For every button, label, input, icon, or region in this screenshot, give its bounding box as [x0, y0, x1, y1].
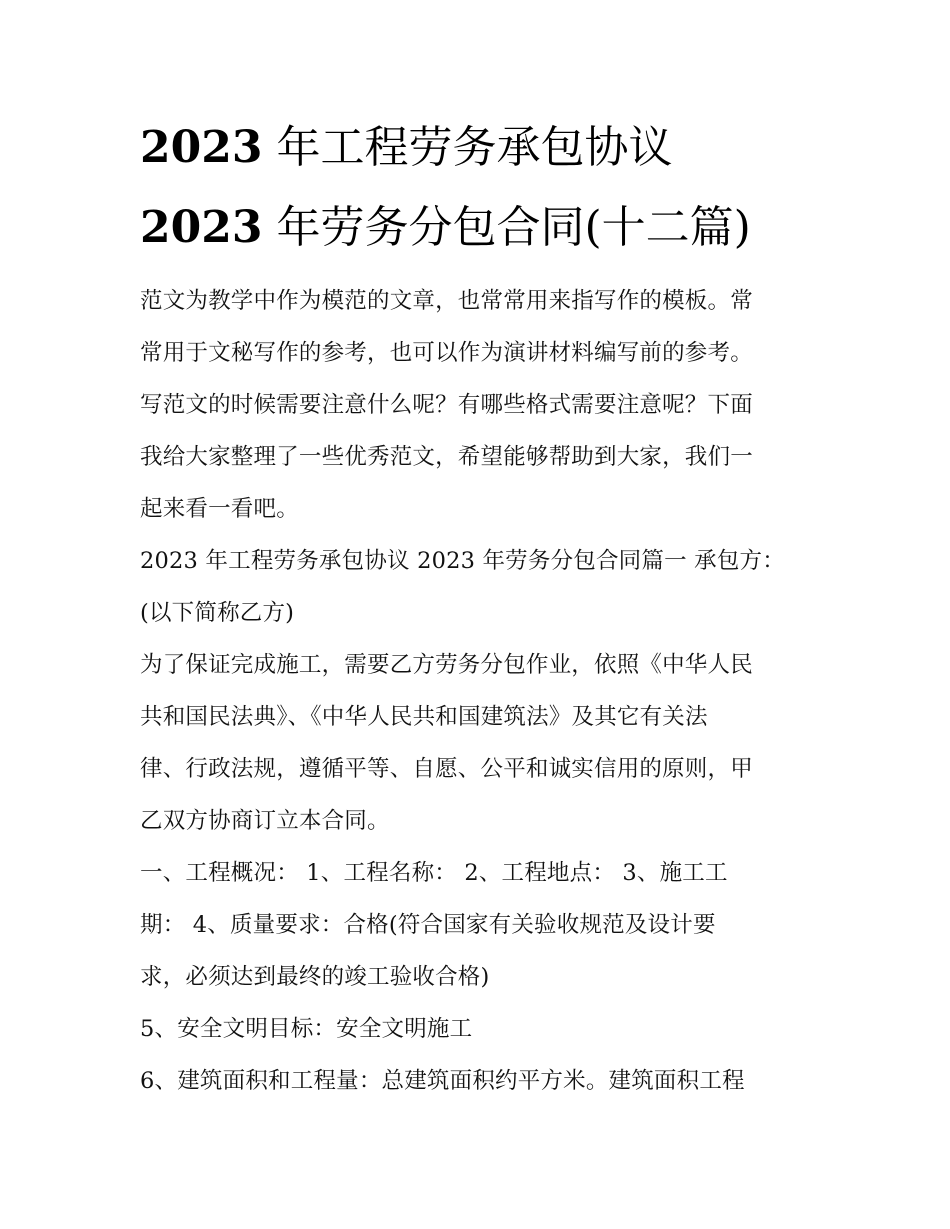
intro-paragraph — [140, 282, 820, 528]
text-line: 5、安全文明目标：安全文明施工 — [140, 1016, 473, 1042]
text-line: 6、建筑面积和工程量：总建筑面积约平方米。建筑面积工程 — [140, 1068, 745, 1094]
text-line: 起来看一看吧。 — [140, 496, 299, 522]
text-line: 一、工程概况： 1、工程名称： 2、工程地点： 3、施工工 — [140, 860, 728, 886]
title-year: 2023 — [140, 122, 263, 173]
preamble-paragraph — [140, 646, 820, 840]
text-line: 范文为教学中作为模范的文章，也常常用来指写作的模板。常 — [140, 288, 753, 314]
safety-goal-paragraph — [140, 1010, 820, 1048]
title-line-2 — [140, 198, 840, 258]
text-line: 乙双方协商订立本合同。 — [140, 808, 390, 834]
building-area-paragraph — [140, 1062, 820, 1100]
text-line: 2023 年工程劳务承包协议 2023 年劳务分包合同篇一 承包方： — [140, 548, 785, 574]
text-line: 常用于文秘写作的参考，也可以作为演讲材料编写前的参考。 — [140, 340, 753, 366]
document-title — [140, 118, 840, 258]
title-line-1 — [140, 118, 840, 178]
text-line: 求，必须达到最终的竣工验收合格) — [140, 964, 490, 990]
text-line: 律、行政法规，遵循平等、自愿、公平和诚实信用的原则，甲 — [140, 756, 753, 782]
title-year: 2023 — [140, 202, 263, 253]
title-text: 年劳务分包合同(十二篇) — [262, 202, 751, 253]
contract-heading-paragraph — [140, 542, 820, 632]
text-line: 期： 4、质量要求：合格(符合国家有关验收规范及设计要 — [140, 912, 716, 938]
text-line: 我给大家整理了一些优秀范文，希望能够帮助到大家，我们一 — [140, 444, 753, 470]
text-line: 写范文的时候需要注意什么呢？有哪些格式需要注意呢？下面 — [140, 392, 753, 418]
text-line: (以下简称乙方) — [140, 600, 295, 626]
project-overview-paragraph — [140, 854, 820, 996]
title-text: 年工程劳务承包协议 — [262, 122, 673, 173]
text-line: 共和国民法典》、《中华人民共和国建筑法》及其它有关法 — [140, 704, 708, 730]
document-body — [140, 282, 820, 1114]
text-line: 为了保证完成施工，需要乙方劳务分包作业，依照《中华人民 — [140, 652, 753, 678]
